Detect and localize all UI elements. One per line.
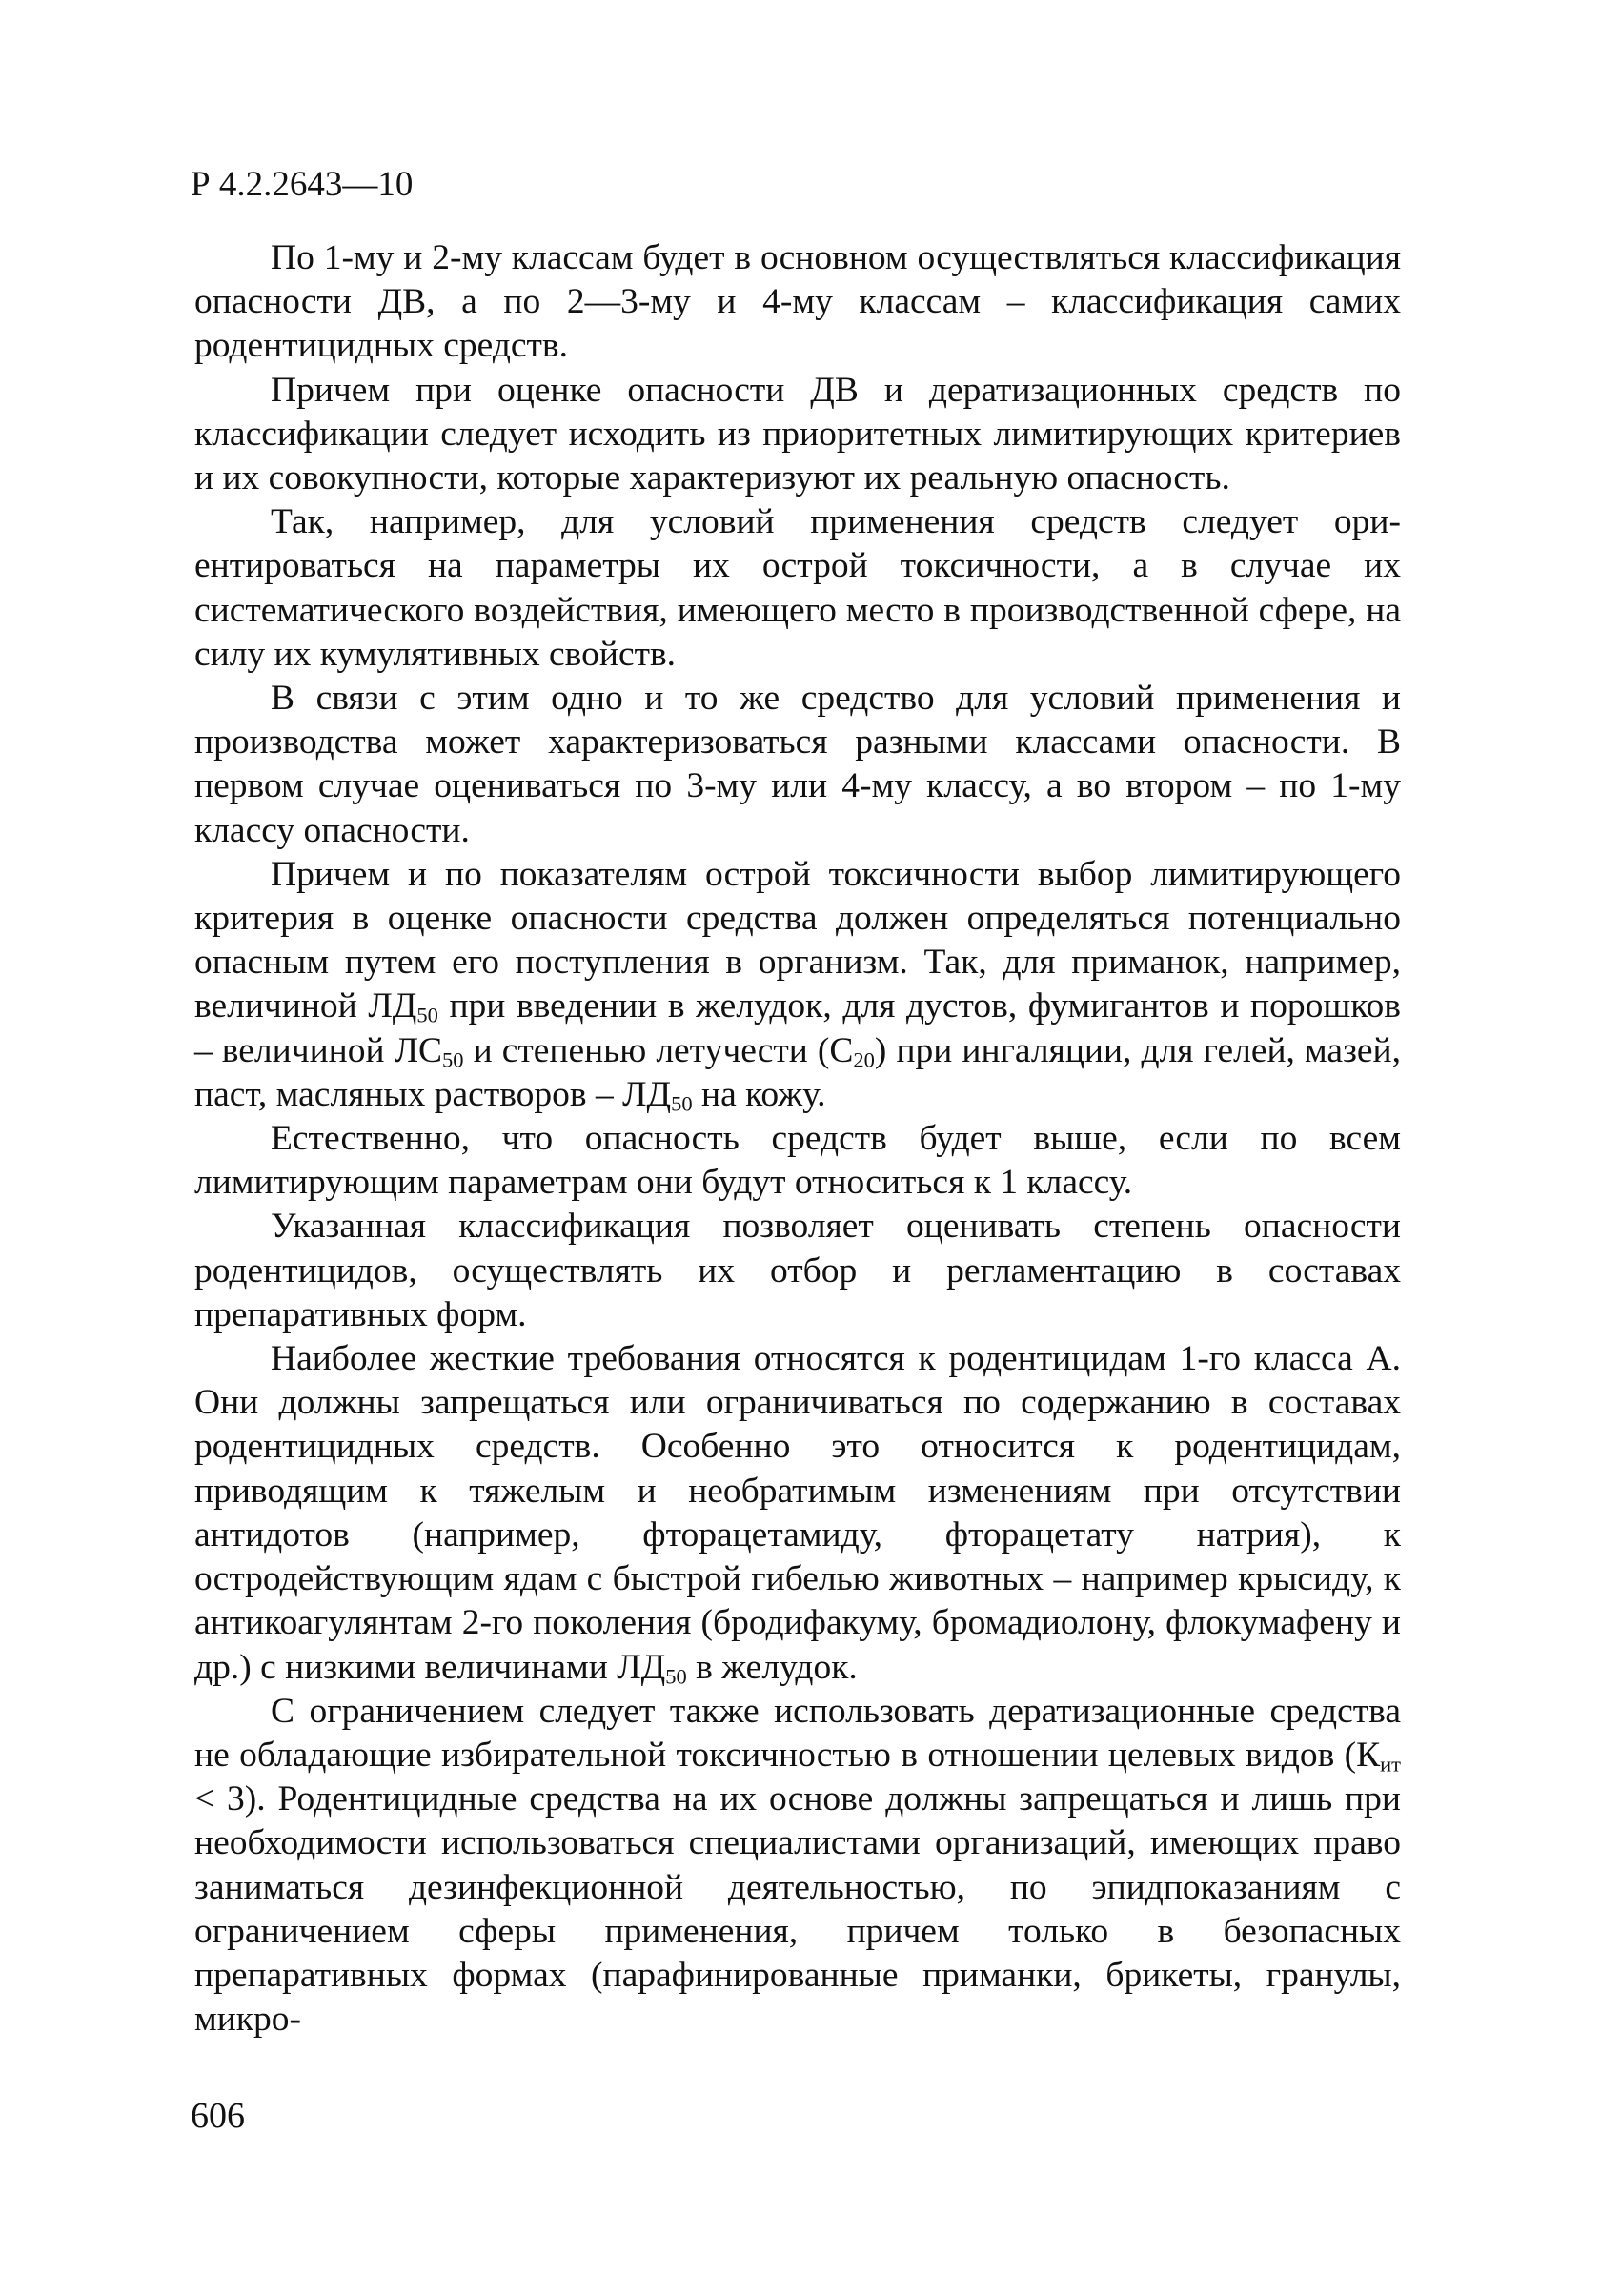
paragraph-9-text-2: < 3). Родентицидные средства на их основе должны запрещаться и лишь при необходимости использоваться специалистами организаций, имеющих право заниматься дезинфекционной деятельностью, по эпидпоказаниям с ограничением сферы применения, причем только в безопасных препаративных формах (парафинированные приманки, брикеты, гранулы, микро- (194, 1779, 1401, 2040)
paragraph-2: Причем при оценке опасности ДВ и дератизационных средств по классификации следует исходить из приоритетных лимитирующих критериев и их совокупности, которые характеризуют их реальную опасность. (194, 370, 1401, 498)
paragraph-8-text-1: Наиболее жесткие требования относятся к родентицидам 1-го класса А. Они должны запрещаться или ограничиваться по содержанию в составах родентицидных средств. Особенно это относится к родентицидам, приводящим к тяжелым и необратимым изменениям при отсутствии антидотов (например, фторацетамиду, фторацетату натрия), к остродействующим ядам с быстрой гибелью животных – например крысиду, к антикоагулянтам 2-го поколения (бродифакуму, бромадиолону, флокумафену и др.) с низкими величинами ЛД (194, 1339, 1401, 1687)
paragraph-9 (194, 1690, 1401, 2042)
ld50-subscript-1: 50 (416, 1004, 438, 1028)
paragraph-5-text-3: и степенью летучести (С (463, 1030, 854, 1070)
paragraph-4: В связи с этим одно и то же средство для условий применения и производства может характеризоваться разными классами опасности. В первом случае оцениваться по 3-му или 4-му классу, а во втором – по 1-му классу опасности. (194, 679, 1401, 850)
lc50-subscript: 50 (442, 1047, 464, 1072)
ld50-subscript-2: 50 (671, 1091, 693, 1116)
c20-subscript: 20 (853, 1047, 875, 1072)
paragraph-5-text-4: ) при ингаляции, для гелей, мазей, паст, масляных растворов – ЛД (194, 1030, 1401, 1114)
document-code: Р 4.2.2643—10 (191, 165, 414, 204)
paragraph-1: По 1-му и 2-му классам будет в основном осуществляться классификация опасности ДВ, а по 2—3-му и 4-му классам – классификация самих родентицидных средств. (194, 238, 1401, 366)
document-body (194, 236, 1401, 2042)
paragraph-9-text-1: С ограничением следует также использовать дератизационные средства не обладающие избирательной токсичностью в отношении целевых видов (К (194, 1691, 1401, 1775)
paragraph-5-text-2: при введении в желудок, для дустов, фумигантов и порошков – величиной ЛС (194, 986, 1401, 1070)
paragraph-8-text-2: в желудок. (686, 1647, 858, 1687)
paragraph-3: Так, например, для условий применения средств следует ориентироваться на параметры их острой токсичности, а в случае их систематического воздействия, имеющего место в производственной сфере, на силу их кумулятивных свойств. (194, 502, 1401, 674)
paragraph-5 (194, 853, 1401, 1117)
kit-subscript: ит (1380, 1752, 1401, 1777)
paragraph-5-text-5: на кожу. (692, 1074, 826, 1114)
page-number: 606 (191, 2096, 245, 2136)
paragraph-6: Естественно, что опасность средств будет выше, если по всем лимитирующим параметрам они будут относиться к 1 классу. (194, 1119, 1401, 1203)
ld50-subscript-3: 50 (665, 1664, 687, 1689)
paragraph-8 (194, 1337, 1401, 1690)
paragraph-5-text-1: Причем и по показателям острой токсичности выбор лимитирующего критерия в оценке опасности средства должен определяться потенциально опасным путем его поступления в организм. Так, для приманок, например, величиной ЛД (194, 854, 1401, 1026)
paragraph-7: Указанная классификация позволяет оценивать степень опасности родентицидов, осуществлять их отбор и регламентацию в составах препаративных форм. (194, 1207, 1401, 1334)
